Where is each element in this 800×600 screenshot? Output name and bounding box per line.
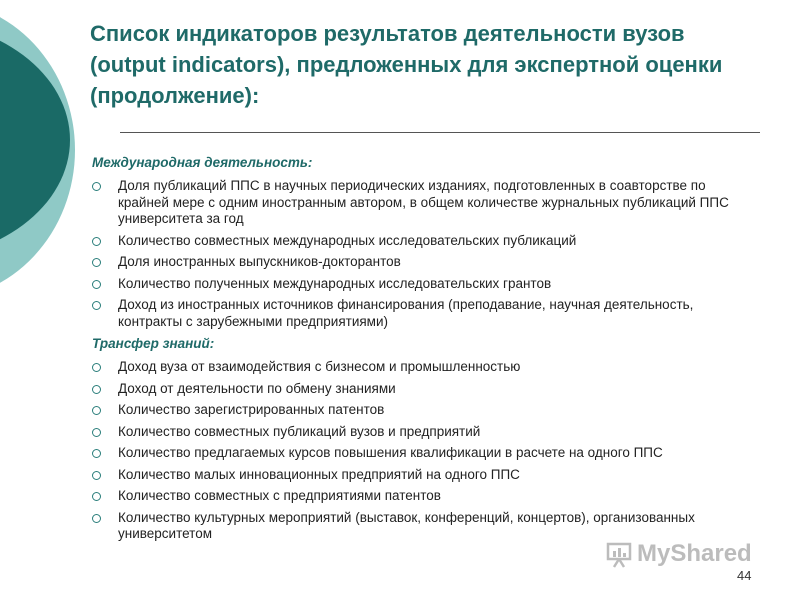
list-item <box>92 359 752 376</box>
list-item <box>92 445 752 462</box>
title-divider <box>120 132 760 133</box>
indicator-list <box>92 359 752 543</box>
list-item <box>92 276 752 293</box>
page-number: 44 <box>737 568 752 583</box>
list-item <box>92 233 752 250</box>
slide-content <box>92 154 752 548</box>
bullet-icon <box>92 514 101 523</box>
list-item <box>92 467 752 484</box>
section-heading: Трансфер знаний: <box>92 336 215 351</box>
slide-title: Список индикаторов результатов деятельности вузов (output indicators), предложенных для экспертной оценки (продолжение): <box>90 21 723 108</box>
bullet-icon <box>92 258 101 267</box>
bullet-icon <box>92 406 101 415</box>
list-item <box>92 254 752 271</box>
watermark-text: MyShared <box>637 540 752 567</box>
section-knowledge-transfer <box>92 335 752 543</box>
list-item-text: Количество зарегистрированных патентов <box>118 402 385 417</box>
bullet-icon <box>92 428 101 437</box>
list-item-text: Количество малых инновационных предприятий на одного ППС <box>118 466 520 482</box>
list-item <box>92 510 752 543</box>
list-item-text: Количество совместных с предприятиями патентов <box>118 488 441 503</box>
section-heading: Международная деятельность: <box>92 155 313 170</box>
list-item-text: Доля иностранных выпускников-докторантов <box>118 254 401 269</box>
list-item <box>92 297 752 330</box>
bullet-icon <box>92 449 101 458</box>
list-item <box>92 178 752 228</box>
list-item <box>92 424 752 441</box>
bullet-icon <box>92 237 101 246</box>
list-item-text: Количество совместных международных исследовательских публикаций <box>118 232 577 248</box>
list-item-text: Доля публикаций ППС в научных периодических изданиях, подготовленных в соавторстве по крайней мере с одним иностранным автором, в общем количестве журнальных публикаций ППС университета за год <box>118 178 729 226</box>
bullet-icon <box>92 280 101 289</box>
list-item-text: Количество культурных мероприятий (выставок, конференций, концертов), организованных университетом <box>118 509 695 541</box>
bullet-icon <box>92 363 101 372</box>
list-item-text: Доход вуза от взаимодействия с бизнесом и промышленностью <box>118 359 521 374</box>
list-item-text: Доход из иностранных источников финансирования (преподавание, научная деятельность, контракты с зарубежными предприятиями) <box>118 297 694 329</box>
bullet-icon <box>92 182 101 191</box>
bullet-icon <box>92 301 101 310</box>
list-item-text: Количество предлагаемых курсов повышения квалификации в расчете на одного ППС <box>118 445 663 460</box>
presentation-board-icon <box>605 540 633 568</box>
list-item-text: Доход от деятельности по обмену знаниями <box>118 380 396 396</box>
watermark-logo <box>605 540 752 568</box>
indicator-list <box>92 178 752 330</box>
bullet-icon <box>92 492 101 501</box>
list-item-text: Количество полученных международных исследовательских грантов <box>118 275 552 291</box>
list-item <box>92 402 752 419</box>
bullet-icon <box>92 471 101 480</box>
list-item <box>92 488 752 505</box>
bullet-icon <box>92 385 101 394</box>
list-item <box>92 381 752 398</box>
list-item-text: Количество совместных публикаций вузов и предприятий <box>118 423 481 439</box>
section-international <box>92 154 752 330</box>
